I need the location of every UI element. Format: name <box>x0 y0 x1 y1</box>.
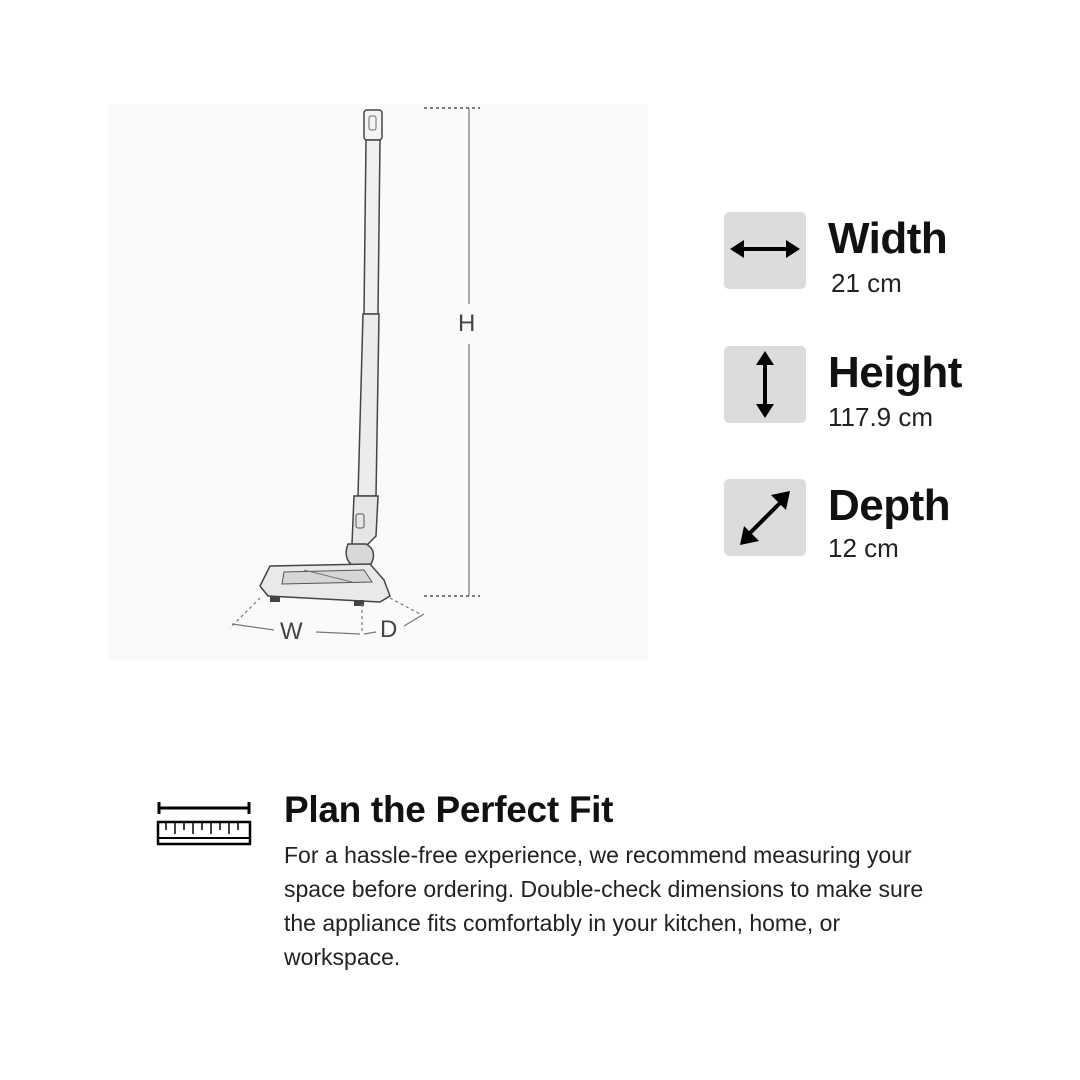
spec-width-title: Width <box>828 214 948 263</box>
depth-guide-label: D <box>380 616 398 643</box>
stick-vacuum-drawing <box>108 104 648 660</box>
spec-width-value: 21 cm <box>831 268 902 298</box>
spec-height-title: Height <box>828 348 962 397</box>
spec-depth <box>724 479 1054 569</box>
fit-title: Plan the Perfect Fit <box>284 789 614 830</box>
height-guide-label: H <box>458 310 476 337</box>
fit-advice-section <box>156 788 956 988</box>
diagonal-double-arrow-icon <box>724 479 806 556</box>
spec-depth-title: Depth <box>828 481 951 530</box>
spec-height-value: 117.9 cm <box>828 402 934 432</box>
ruler-icon <box>156 800 252 848</box>
horizontal-double-arrow-icon <box>724 212 806 289</box>
width-guide-label: W <box>280 618 303 645</box>
fit-description: For a hassle-free experience, we recommend measuring your space before ordering. Double-check dimensions to make sure the appliance fits comfortably in your kitchen, home, or workspace. <box>284 842 924 970</box>
spec-depth-value: 12 cm <box>828 533 899 563</box>
spec-height <box>724 346 1054 436</box>
spec-width <box>724 212 1054 302</box>
vertical-double-arrow-icon <box>724 346 806 423</box>
product-dimension-illustration <box>108 104 648 660</box>
